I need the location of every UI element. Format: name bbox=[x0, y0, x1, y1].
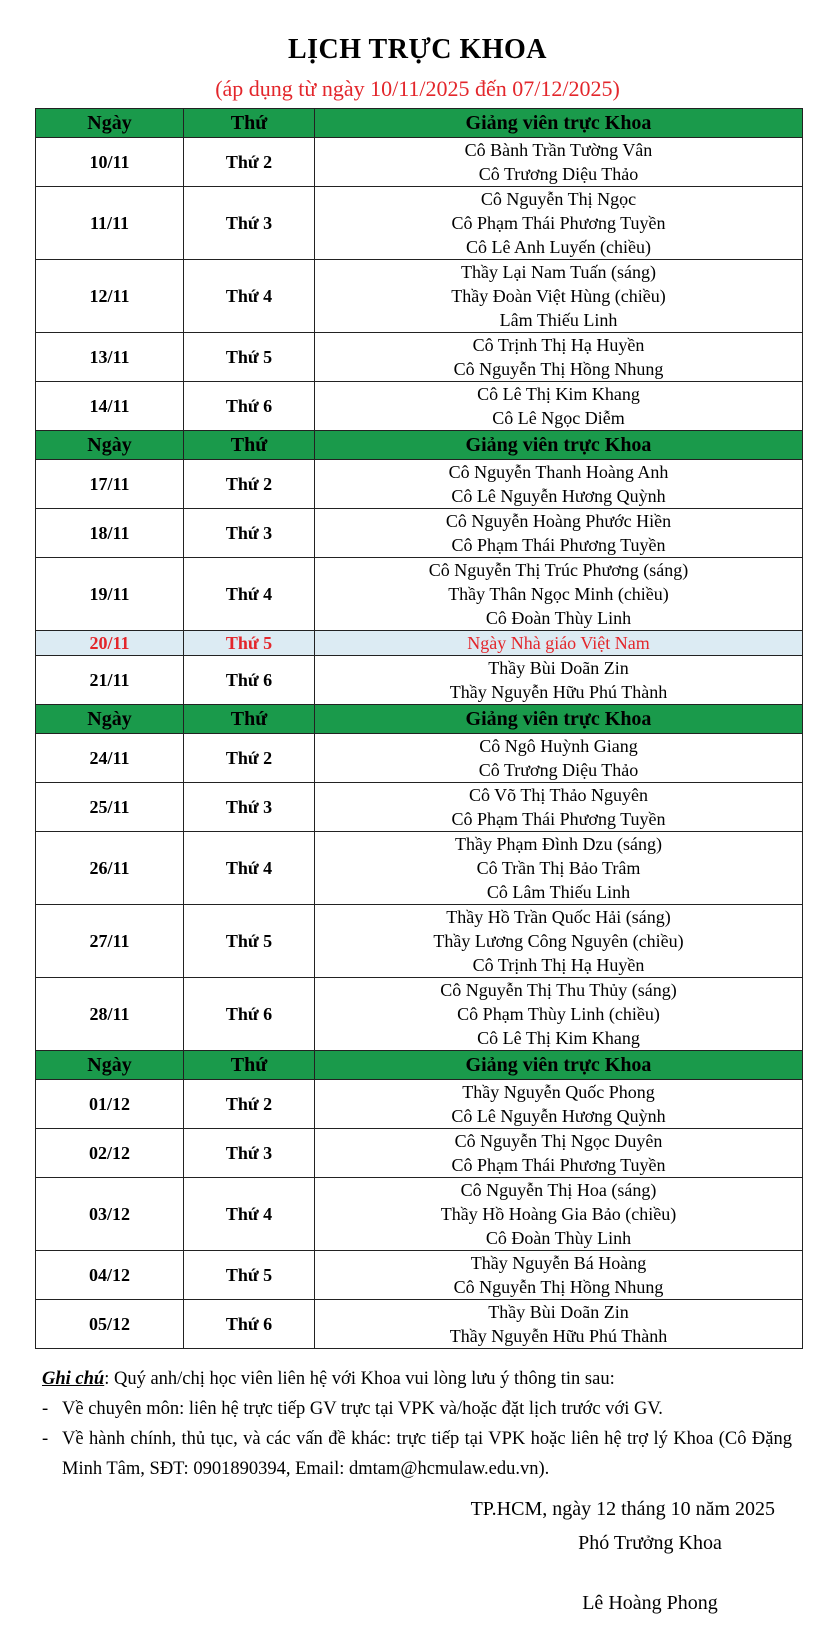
header-day: Thứ bbox=[184, 1051, 315, 1080]
lecturer-name: Cô Lê Thị Kim Khang bbox=[477, 384, 640, 404]
lecturer-name: Cô Nguyễn Thị Hồng Nhung bbox=[453, 359, 664, 379]
lecturer-name: Cô Phạm Thái Phương Tuyền bbox=[451, 535, 666, 555]
table-row bbox=[36, 382, 803, 431]
lecturer-name: Cô Phạm Thùy Linh (chiều) bbox=[457, 1004, 660, 1024]
row-weekday: Thứ 3 bbox=[184, 1129, 315, 1178]
header-day: Thứ bbox=[184, 431, 315, 460]
lecturer-name: Cô Đoàn Thùy Linh bbox=[485, 608, 632, 628]
table-row bbox=[36, 734, 803, 783]
table-row bbox=[36, 558, 803, 631]
row-weekday: Thứ 4 bbox=[184, 558, 315, 631]
row-date: 20/11 bbox=[36, 631, 184, 656]
row-weekday: Thứ 4 bbox=[184, 1178, 315, 1251]
note-item-text: Về chuyên môn: liên hệ trực tiếp GV trực tại VPK và/hoặc đặt lịch trước với GV. bbox=[62, 1399, 663, 1419]
header-lecturer: Giảng viên trực Khoa bbox=[315, 109, 803, 138]
row-lecturers bbox=[315, 1080, 803, 1129]
lecturer-name: Thầy Hồ Trần Quốc Hải (sáng) bbox=[446, 907, 671, 927]
lecturer-name: Cô Phạm Thái Phương Tuyền bbox=[451, 213, 666, 233]
row-date: 24/11 bbox=[36, 734, 184, 783]
lecturer-name: Thầy Hồ Hoàng Gia Bảo (chiều) bbox=[440, 1204, 677, 1224]
lecturer-name: Cô Nguyễn Thị Hoa (sáng) bbox=[460, 1180, 657, 1200]
row-date: 27/11 bbox=[36, 905, 184, 978]
row-lecturers bbox=[315, 631, 803, 656]
lecturer-name: Cô Trần Thị Bảo Trâm bbox=[476, 858, 641, 878]
row-lecturers bbox=[315, 558, 803, 631]
lecturer-name: Thầy Phạm Đình Dzu (sáng) bbox=[455, 834, 662, 854]
lecturer-name: Cô Phạm Thái Phương Tuyền bbox=[451, 1155, 666, 1175]
table-row bbox=[36, 1129, 803, 1178]
row-lecturers bbox=[315, 460, 803, 509]
table-row bbox=[36, 333, 803, 382]
row-weekday: Thứ 6 bbox=[184, 978, 315, 1051]
lecturer-name: Thầy Bùi Doãn Zin bbox=[488, 1302, 629, 1322]
row-date: 13/11 bbox=[36, 333, 184, 382]
signature-role: Phó Trưởng Khoa bbox=[578, 1532, 722, 1554]
row-lecturers bbox=[315, 138, 803, 187]
row-date: 11/11 bbox=[36, 187, 184, 260]
row-lecturers bbox=[315, 905, 803, 978]
lecturer-name: Cô Đoàn Thùy Linh bbox=[485, 1228, 632, 1248]
row-date: 21/11 bbox=[36, 656, 184, 705]
row-weekday: Thứ 2 bbox=[184, 460, 315, 509]
note-bullet: - bbox=[42, 1429, 49, 1449]
page-subtitle: (áp dụng từ ngày 10/11/2025 đến 07/12/2025) bbox=[215, 76, 620, 101]
notes-section bbox=[42, 1364, 792, 1484]
row-date: 04/12 bbox=[36, 1251, 184, 1300]
row-lecturers bbox=[315, 656, 803, 705]
schedule-body bbox=[36, 109, 803, 1349]
table-header-row bbox=[36, 1051, 803, 1080]
lecturer-name: Cô Ngô Huỳnh Giang bbox=[479, 736, 638, 756]
lecturer-name: Cô Trương Diệu Thảo bbox=[478, 164, 639, 184]
table-row bbox=[36, 783, 803, 832]
lecturer-name: Thầy Lại Nam Tuấn (sáng) bbox=[461, 262, 656, 282]
lecturer-name: Thầy Nguyễn Hữu Phú Thành bbox=[449, 682, 668, 702]
table-row bbox=[36, 1178, 803, 1251]
row-lecturers bbox=[315, 382, 803, 431]
row-weekday: Thứ 2 bbox=[184, 734, 315, 783]
lecturer-name: Ngày Nhà giáo Việt Nam bbox=[467, 633, 650, 653]
lecturer-name: Cô Nguyễn Hoàng Phước Hiền bbox=[445, 511, 672, 531]
row-weekday: Thứ 4 bbox=[184, 260, 315, 333]
notes-intro bbox=[42, 1364, 792, 1394]
lecturer-name: Cô Nguyễn Thị Ngọc bbox=[480, 189, 637, 209]
lecturer-name: Cô Phạm Thái Phương Tuyền bbox=[451, 809, 666, 829]
header-lecturer: Giảng viên trực Khoa bbox=[315, 705, 803, 734]
table-row bbox=[36, 1080, 803, 1129]
lecturer-name: Thầy Lương Công Nguyên (chiều) bbox=[433, 931, 684, 951]
row-lecturers bbox=[315, 187, 803, 260]
row-date: 03/12 bbox=[36, 1178, 184, 1251]
row-weekday: Thứ 6 bbox=[184, 382, 315, 431]
row-weekday: Thứ 4 bbox=[184, 832, 315, 905]
lecturer-name: Cô Lê Nguyễn Hương Quỳnh bbox=[451, 1106, 666, 1126]
table-header-row bbox=[36, 705, 803, 734]
lecturer-name: Cô Trịnh Thị Hạ Huyền bbox=[472, 335, 645, 355]
lecturer-name: Lâm Thiếu Linh bbox=[499, 310, 618, 330]
row-date: 18/11 bbox=[36, 509, 184, 558]
header-lecturer: Giảng viên trực Khoa bbox=[315, 1051, 803, 1080]
lecturer-name: Thầy Nguyễn Hữu Phú Thành bbox=[449, 1326, 668, 1346]
notes-label: Ghi chú bbox=[42, 1369, 105, 1389]
row-lecturers bbox=[315, 734, 803, 783]
row-lecturers bbox=[315, 978, 803, 1051]
row-weekday: Thứ 3 bbox=[184, 509, 315, 558]
row-date: 05/12 bbox=[36, 1300, 184, 1349]
row-weekday: Thứ 5 bbox=[184, 1251, 315, 1300]
table-row bbox=[36, 138, 803, 187]
row-date: 19/11 bbox=[36, 558, 184, 631]
lecturer-name: Cô Trương Diệu Thảo bbox=[478, 760, 639, 780]
table-row bbox=[36, 905, 803, 978]
lecturer-name: Thầy Nguyễn Bá Hoàng bbox=[470, 1253, 647, 1273]
table-header-row bbox=[36, 431, 803, 460]
lecturer-name: Thầy Thân Ngọc Minh (chiều) bbox=[448, 584, 669, 604]
page-title: LỊCH TRỰC KHOA bbox=[287, 34, 548, 65]
header-day: Thứ bbox=[184, 705, 315, 734]
lecturer-name: Cô Lê Nguyễn Hương Quỳnh bbox=[451, 486, 666, 506]
row-date: 02/12 bbox=[36, 1129, 184, 1178]
lecturer-name: Thầy Đoàn Việt Hùng (chiều) bbox=[451, 286, 666, 306]
row-lecturers bbox=[315, 783, 803, 832]
header-date: Ngày bbox=[36, 431, 184, 460]
table-header-row bbox=[36, 109, 803, 138]
lecturer-name: Cô Lê Anh Luyến (chiều) bbox=[466, 237, 651, 257]
row-lecturers bbox=[315, 1300, 803, 1349]
row-date: 12/11 bbox=[36, 260, 184, 333]
note-item-text: Về hành chính, thủ tục, và các vấn đề khác: trực tiếp tại VPK hoặc liên hệ trợ lý Khoa (Cô Đặng Minh Tâm, SĐT: 0901890394, Email: dmtam@hcmulaw.edu.vn). bbox=[62, 1429, 792, 1479]
table-row bbox=[36, 832, 803, 905]
row-date: 14/11 bbox=[36, 382, 184, 431]
table-row bbox=[36, 1300, 803, 1349]
lecturer-name: Cô Nguyễn Thị Hồng Nhung bbox=[453, 1277, 664, 1297]
note-item bbox=[42, 1394, 792, 1424]
row-lecturers bbox=[315, 1178, 803, 1251]
row-date: 28/11 bbox=[36, 978, 184, 1051]
row-weekday: Thứ 6 bbox=[184, 1300, 315, 1349]
row-weekday: Thứ 6 bbox=[184, 656, 315, 705]
row-lecturers bbox=[315, 1129, 803, 1178]
row-lecturers bbox=[315, 832, 803, 905]
table-row bbox=[36, 656, 803, 705]
row-lecturers bbox=[315, 509, 803, 558]
header-date: Ngày bbox=[36, 109, 184, 138]
lecturer-name: Cô Lê Ngọc Diễm bbox=[492, 408, 625, 428]
lecturer-name: Cô Lâm Thiếu Linh bbox=[486, 882, 631, 902]
lecturer-name: Cô Bành Trần Tường Vân bbox=[464, 140, 653, 160]
row-date: 25/11 bbox=[36, 783, 184, 832]
row-lecturers bbox=[315, 1251, 803, 1300]
lecturer-name: Cô Trịnh Thị Hạ Huyền bbox=[472, 955, 645, 975]
header-day: Thứ bbox=[184, 109, 315, 138]
note-item bbox=[42, 1424, 792, 1484]
table-row bbox=[36, 187, 803, 260]
table-row bbox=[36, 978, 803, 1051]
row-weekday: Thứ 2 bbox=[184, 138, 315, 187]
row-weekday: Thứ 5 bbox=[184, 333, 315, 382]
duty-schedule-table bbox=[35, 108, 803, 1349]
table-row bbox=[36, 460, 803, 509]
header-date: Ngày bbox=[36, 1051, 184, 1080]
lecturer-name: Cô Nguyễn Thanh Hoàng Anh bbox=[448, 462, 669, 482]
table-row bbox=[36, 1251, 803, 1300]
row-date: 17/11 bbox=[36, 460, 184, 509]
lecturer-name: Cô Nguyễn Thị Trúc Phương (sáng) bbox=[428, 560, 689, 580]
lecturer-name: Cô Võ Thị Thảo Nguyên bbox=[469, 785, 648, 805]
row-weekday: Thứ 5 bbox=[184, 631, 315, 656]
signature-date: TP.HCM, ngày 12 tháng 10 năm 2025 bbox=[470, 1498, 775, 1520]
row-weekday: Thứ 3 bbox=[184, 187, 315, 260]
row-weekday: Thứ 3 bbox=[184, 783, 315, 832]
row-lecturers bbox=[315, 260, 803, 333]
lecturer-name: Thầy Bùi Doãn Zin bbox=[488, 658, 629, 678]
row-date: 10/11 bbox=[36, 138, 184, 187]
table-row bbox=[36, 509, 803, 558]
row-date: 26/11 bbox=[36, 832, 184, 905]
note-bullet: - bbox=[42, 1399, 49, 1419]
lecturer-name: Cô Lê Thị Kim Khang bbox=[477, 1028, 640, 1048]
header-date: Ngày bbox=[36, 705, 184, 734]
header-lecturer: Giảng viên trực Khoa bbox=[315, 431, 803, 460]
table-row bbox=[36, 260, 803, 333]
lecturer-name: Thầy Nguyễn Quốc Phong bbox=[462, 1082, 655, 1102]
signature-name: Lê Hoàng Phong bbox=[582, 1592, 718, 1614]
holiday-row bbox=[36, 631, 803, 656]
lecturer-name: Cô Nguyễn Thị Ngọc Duyên bbox=[454, 1131, 663, 1151]
notes-intro-text: : Quý anh/chị học viên liên hệ với Khoa vui lòng lưu ý thông tin sau: bbox=[104, 1369, 615, 1389]
row-weekday: Thứ 2 bbox=[184, 1080, 315, 1129]
row-weekday: Thứ 5 bbox=[184, 905, 315, 978]
row-date: 01/12 bbox=[36, 1080, 184, 1129]
lecturer-name: Cô Nguyễn Thị Thu Thủy (sáng) bbox=[440, 980, 677, 1000]
row-lecturers bbox=[315, 333, 803, 382]
